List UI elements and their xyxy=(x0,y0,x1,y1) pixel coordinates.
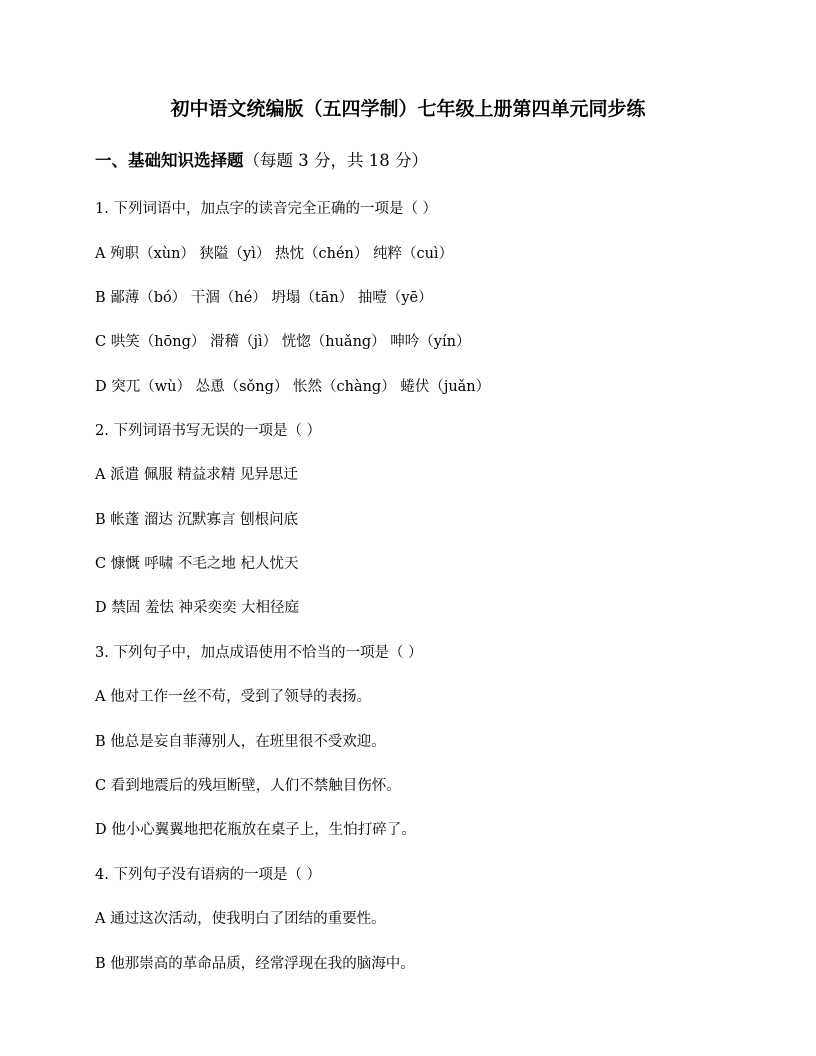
q1-option-d: D 突兀（wù） 怂恿（sǒng） 怅然（chàng） 蜷伏（juǎn） xyxy=(95,379,491,395)
question-4: 4. 下列句子没有语病的一项是（ ） xyxy=(95,867,322,883)
q2-option-b: B 帐蓬 溜达 沉默寡言 刨根问底 xyxy=(95,512,299,528)
q4-option-b: B 他那崇高的革命品质，经常浮现在我的脑海中。 xyxy=(95,956,415,972)
q3-option-d: D 他小心翼翼地把花瓶放在桌子上，生怕打碎了。 xyxy=(95,822,416,838)
section-heading-note: （每题 3 分，共 18 分） xyxy=(243,151,428,170)
question-3: 3. 下列句子中，加点成语使用不恰当的一项是（ ） xyxy=(95,645,423,661)
question-2: 2. 下列词语书写无误的一项是（ ） xyxy=(95,423,322,439)
q3-option-a: A 他对工作一丝不苟，受到了领导的表扬。 xyxy=(95,689,372,705)
section-heading-label: 一、基础知识选择题 xyxy=(95,151,244,170)
document-title: 初中语文统编版（五四学制）七年级上册第四单元同步练 xyxy=(170,98,646,120)
q3-option-c: C 看到地震后的残垣断壁，人们不禁触目伤怀。 xyxy=(95,778,401,794)
question-1: 1. 下列词语中，加点字的读音完全正确的一项是（ ） xyxy=(95,201,438,217)
q2-option-c: C 慷慨 呼啸 不毛之地 杞人忧天 xyxy=(95,556,299,572)
q1-option-a: A 殉职（xùn） 狭隘（yì） 热忱（chén） 纯粹（cuì） xyxy=(95,246,454,262)
q1-option-c: C 哄笑（hōng） 滑稽（jì） 恍惚（huǎng） 呻吟（yín） xyxy=(95,334,471,350)
q3-option-b: B 他总是妄自菲薄别人，在班里很不受欢迎。 xyxy=(95,734,386,750)
section-heading xyxy=(95,149,428,173)
q4-option-a: A 通过这次活动，使我明白了团结的重要性。 xyxy=(95,911,386,927)
q2-option-d: D 禁固 羞怯 神采奕奕 大相径庭 xyxy=(95,600,300,616)
q2-option-a: A 派遣 佩服 精益求精 见异思迁 xyxy=(95,467,298,483)
q1-option-b: B 鄙薄（bó） 干涸（hé） 坍塌（tān） 抽噎（yē） xyxy=(95,290,433,306)
